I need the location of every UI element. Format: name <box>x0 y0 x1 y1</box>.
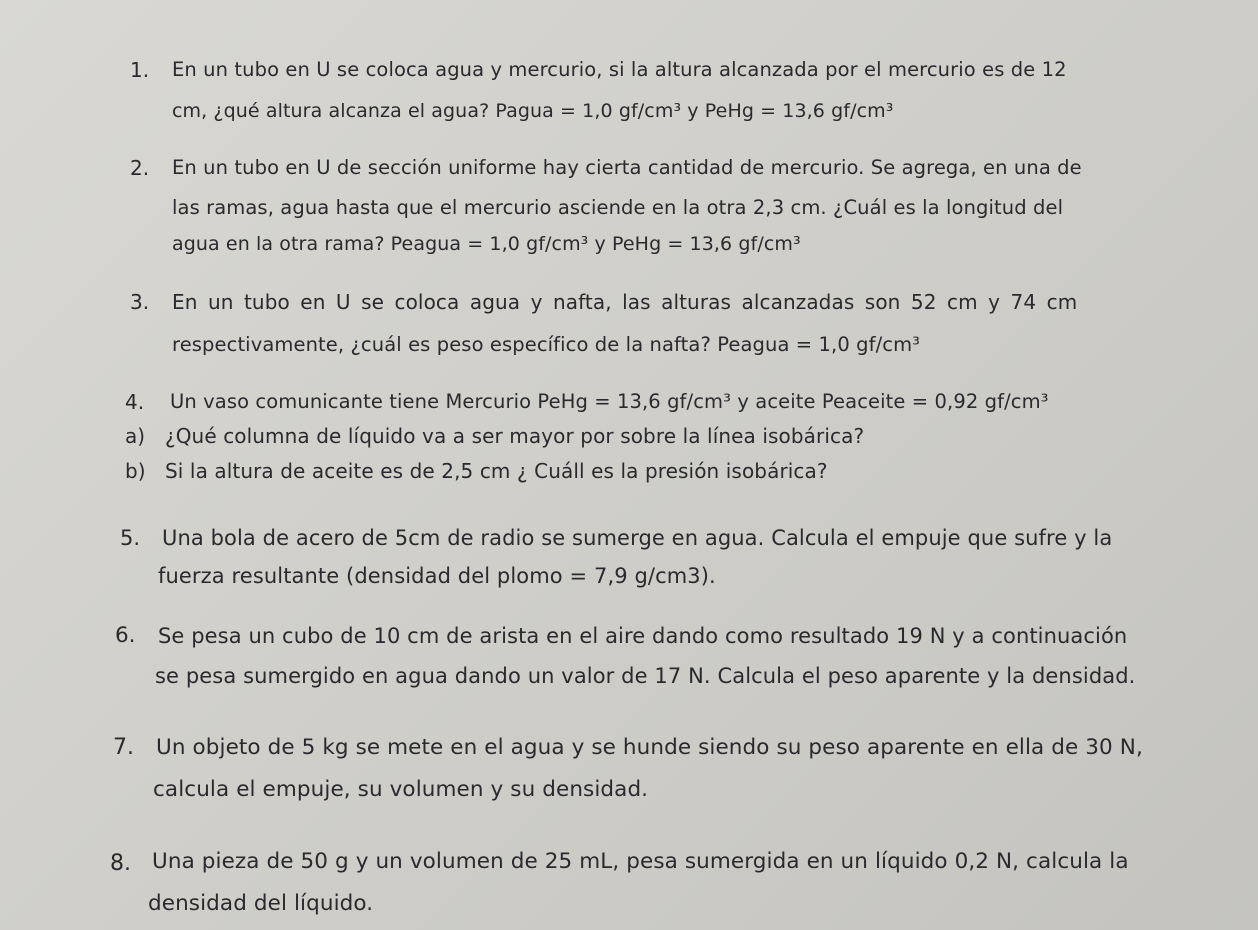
problem-number: 8. <box>110 851 131 876</box>
problem-line: En un tubo en U se coloca agua y mercurio, si la altura alcanzada por el mercurio es de 12 <box>172 58 1067 81</box>
problem-line: calcula el empuje, su volumen y su densidad. <box>153 777 649 802</box>
problem-line: se pesa sumergido en agua dando un valor de 17 N. Calcula el peso aparente y la densidad. <box>155 664 1136 688</box>
problem-line: agua en la otra rama? Peagua = 1,0 gf/cm³ y PeHg = 13,6 gf/cm³ <box>172 233 801 255</box>
problem-line: Una bola de acero de 5cm de radio se sumerge en agua. Calcula el empuje que sufre y la <box>162 526 1113 550</box>
problem-line: las ramas, agua hasta que el mercurio asciende en la otra 2,3 cm. ¿Cuál es la longitud del <box>172 196 1064 219</box>
subitem-label: a) <box>125 424 146 448</box>
problem-number: 3. <box>130 290 150 314</box>
problem-line: En un tubo en U de sección uniforme hay cierta cantidad de mercurio. Se agrega, en una de <box>172 156 1082 179</box>
problem-number: 5. <box>120 526 141 550</box>
problem-line: Un vaso comunicante tiene Mercurio PeHg = 13,6 gf/cm³ y aceite Peaceite = 0,92 gf/cm³ <box>170 390 1049 413</box>
problem-number: 4. <box>125 390 145 414</box>
problem-number: 1. <box>130 58 150 82</box>
problem-line: En un tubo en U se coloca agua y nafta, las alturas alcanzadas son 52 cm y 74 cm <box>172 290 1078 314</box>
problem-line: cm, ¿qué altura alcanza el agua? Pagua = 1,0 gf/cm³ y PeHg = 13,6 gf/cm³ <box>172 100 894 122</box>
problem-number: 7. <box>113 735 134 760</box>
problem-line: Se pesa un cubo de 10 cm de arista en el aire dando como resultado 19 N y a continuación <box>158 624 1128 648</box>
problem-line: Una pieza de 50 g y un volumen de 25 mL, pesa sumergida en un líquido 0,2 N, calcula la <box>152 849 1129 874</box>
problem-line: respectivamente, ¿cuál es peso específico de la nafta? Peagua = 1,0 gf/cm³ <box>172 333 921 356</box>
subitem-label: b) <box>125 459 146 483</box>
problem-line: Un objeto de 5 kg se mete en el agua y se hunde siendo su peso aparente en ella de 30 N, <box>156 735 1143 760</box>
problem-number: 6. <box>115 623 136 648</box>
problem-line: fuerza resultante (densidad del plomo = 7,9 g/cm3). <box>158 564 716 588</box>
subitem-text: Si la altura de aceite es de 2,5 cm ¿ Cuáll es la presión isobárica? <box>165 459 828 483</box>
problem-number: 2. <box>130 156 150 180</box>
subitem-text: ¿Qué columna de líquido va a ser mayor por sobre la línea isobárica? <box>165 424 865 448</box>
problem-line: densidad del líquido. <box>148 891 374 916</box>
